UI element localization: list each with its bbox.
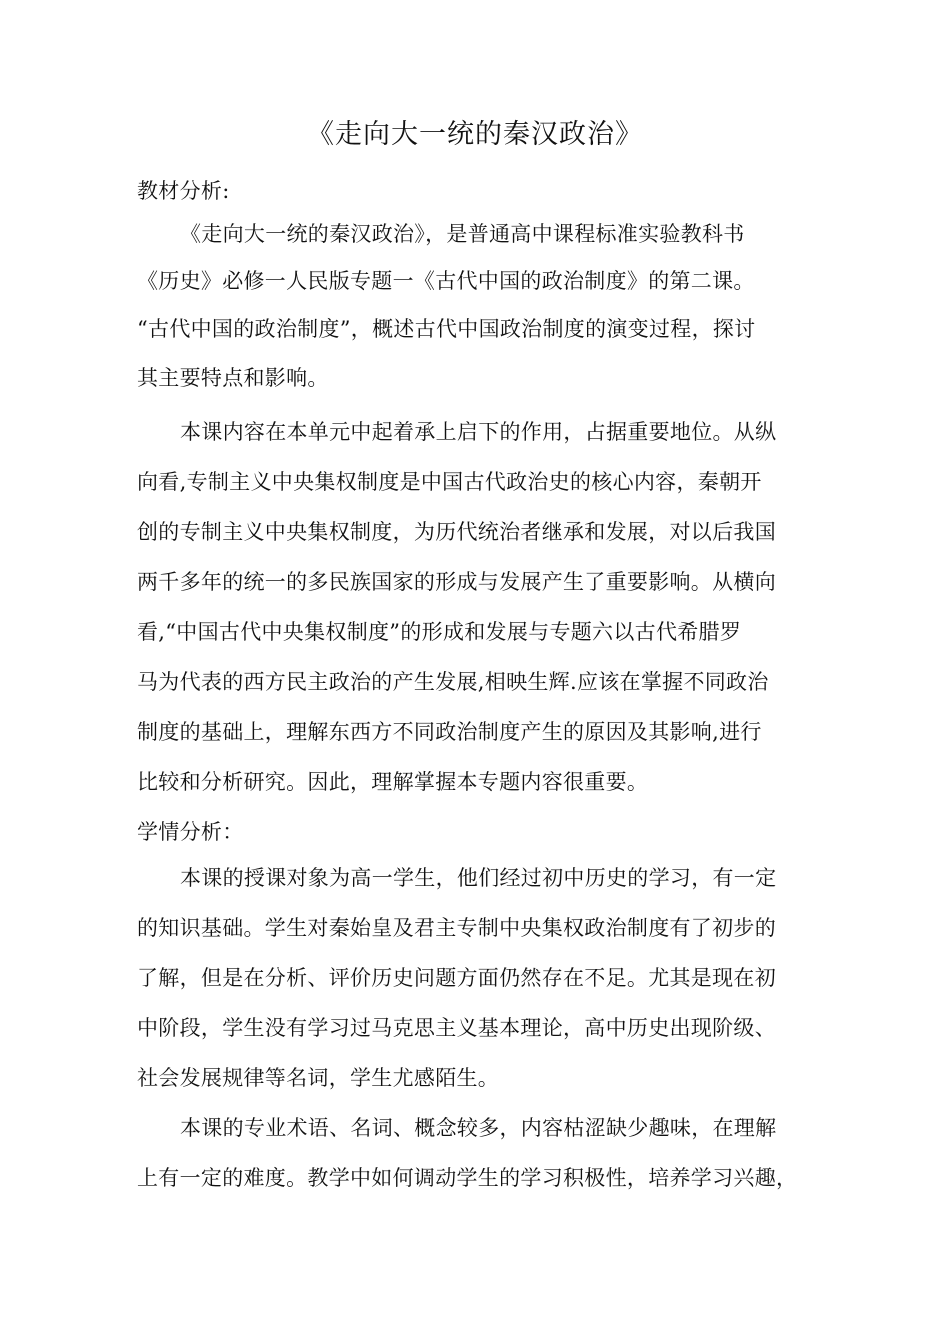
paragraph-line: 两千多年的统一的多民族国家的形成与发展产生了重要影响。从横向 bbox=[137, 570, 776, 594]
paragraph-line: “古代中国的政治制度”，概述古代中国政治制度的演变过程，探讨 bbox=[137, 317, 756, 341]
paragraph-line: 创的专制主义中央集权制度，为历代统治者继承和发展，对以后我国 bbox=[137, 520, 776, 544]
document-title: 《走向大一统的秦汉政治》 bbox=[307, 119, 643, 150]
paragraph-line: 其主要特点和影响。 bbox=[137, 366, 329, 390]
paragraph-line: 制度的基础上，理解东西方不同政治制度产生的原因及其影响,进行 bbox=[137, 720, 762, 744]
paragraph-line: 上有一定的难度。教学中如何调动学生的学习积极性，培养学习兴趣， bbox=[137, 1166, 798, 1190]
paragraph-line: 《历史》必修一人民版专题一《古代中国的政治制度》的第二课。 bbox=[137, 269, 755, 293]
paragraph-line: 《走向大一统的秦汉政治》，是普通高中课程标准实验教科书 bbox=[180, 222, 745, 246]
paragraph-line: 中阶段，学生没有学习过马克思主义基本理论，高中历史出现阶级、 bbox=[137, 1016, 776, 1040]
paragraph-line: 本课的专业术语、名词、概念较多，内容枯涩缺少趣味，在理解 bbox=[180, 1116, 777, 1140]
section-heading-student-analysis: 学情分析： bbox=[137, 820, 244, 844]
paragraph-line: 了解，但是在分析、评价历史问题方面仍然存在不足。尤其是现在初 bbox=[137, 966, 776, 990]
paragraph-line: 的知识基础。学生对秦始皇及君主专制中央集权政治制度有了初步的 bbox=[137, 916, 776, 940]
section-heading-textbook-analysis: 教材分析: bbox=[137, 179, 230, 203]
paragraph-line: 社会发展规律等名词，学生尤感陌生。 bbox=[137, 1066, 500, 1090]
paragraph-line: 本课的授课对象为高一学生，他们经过初中历史的学习，有一定 bbox=[180, 866, 777, 890]
paragraph-line: 本课内容在本单元中起着承上启下的作用，占据重要地位。从纵 bbox=[180, 420, 777, 444]
paragraph-line: 比较和分析研究。因此，理解掌握本专题内容很重要。 bbox=[137, 770, 649, 794]
paragraph-line: 看,“中国古代中央集权制度”的形成和发展与专题六以古代希腊罗 bbox=[137, 620, 742, 644]
paragraph-line: 马为代表的西方民主政治的产生发展,相映生辉.应该在掌握不同政治 bbox=[137, 670, 769, 694]
paragraph-line: 向看,专制主义中央集权制度是中国古代政治史的核心内容，秦朝开 bbox=[137, 470, 762, 494]
